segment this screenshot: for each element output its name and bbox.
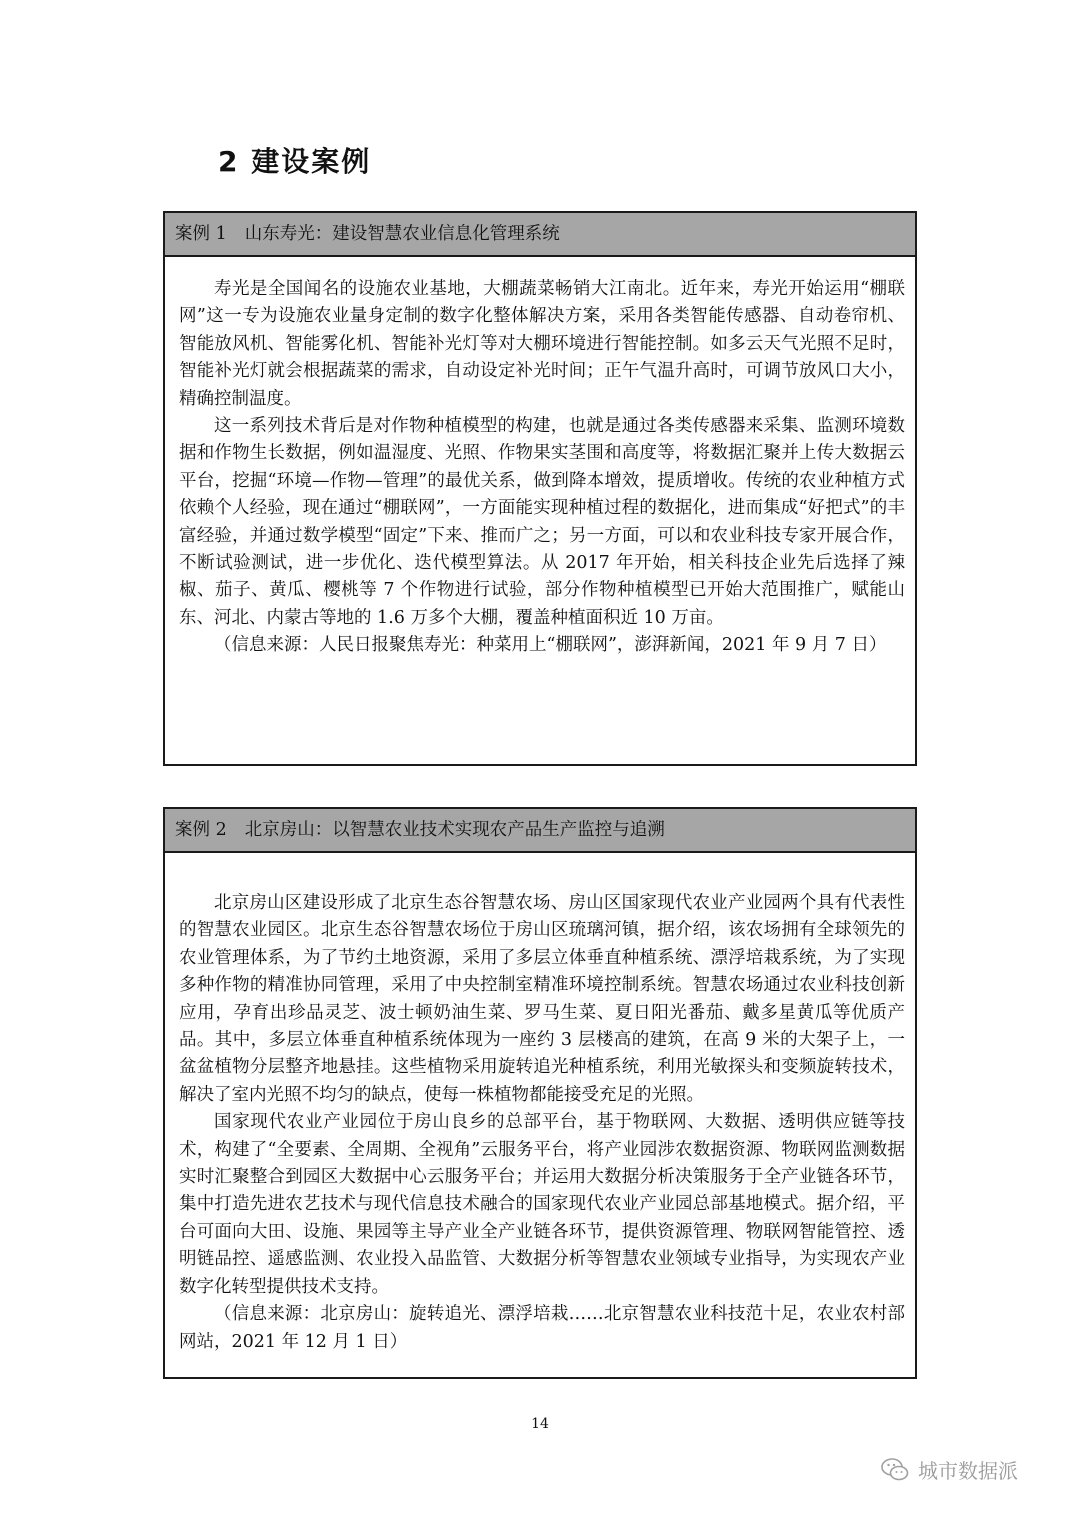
wechat-icon	[880, 1457, 910, 1483]
case-paragraph: 寿光是全国闻名的设施农业基地，大棚蔬菜畅销大江南北。近年来，寿光开始运用“棚联网”这一专为设施农业量身定制的数字化整体解决方案，采用各类智能传感器、自动卷帘机、智能放风机、智能雾化机、智能补光灯等对大棚环境进行智能控制。如多云天气光照不足时，智能补光灯就会根据蔬菜的需求，自动设定补光时间；正午气温升高时，可调节放风口大小，精确控制温度。	[179, 279, 905, 409]
case-paragraph: 这一系列技术背后是对作物种植模型的构建，也就是通过各类传感器来采集、监测环境数据和作物生长数据，例如温湿度、光照、作物果实茎围和高度等，将数据汇聚并上传大数据云平台，挖掘“环境—作物—管理”的最优关系，做到降本增效，提质增收。传统的农业种植方式依赖个人经验，现在通过“棚联网”，一方面能实现种植过程的数据化，进而集成“好把式”的丰富经验，并通过数学模型“固定”下来、推而广之；另一方面，可以和农业科技专家开展合作，不断试验测试，进一步优化、迭代模型算法。从 2017 年开始，相关科技企业先后选择了辣椒、茄子、黄瓜、樱桃等 7 个作物进行试验，部分作物种植模型已开始大范围推广，赋能山东、河北、内蒙古等地的 1.6 万多个大棚，覆盖种植面积近 10 万亩。	[179, 416, 905, 628]
case-paragraph: 北京房山区建设形成了北京生态谷智慧农场、房山区国家现代农业产业园两个具有代表性的智慧农业园区。北京生态谷智慧农场位于房山区琉璃河镇，据介绍，该农场拥有全球领先的农业管理体系，为了节约土地资源，采用了多层立体垂直种植系统、漂浮培栽系统，为了实现多种作物的精准协同管理，采用了中央控制室精准环境控制系统。智慧农场通过农业科技创新应用，孕育出珍品灵芝、波士顿奶油生菜、罗马生菜、夏日阳光番茄、戴多星黄瓜等优质产品。其中，多层立体垂直种植系统体现为一座约 3 层楼高的建筑，在高 9 米的大架子上，一盆盆植物分层整齐地悬挂。这些植物采用旋转追光种植系统，利用光敏探头和变频旋转技术，解决了室内光照不均匀的缺点，使每一株植物都能接受充足的光照。	[179, 893, 905, 1105]
case-source: （信息来源：北京房山：旋转追光、漂浮培栽……北京智慧农业科技范十足，农业农村部网站，2021 年 12 月 1 日）	[179, 1304, 905, 1352]
case-title: 山东寿光：建设智慧农业信息化管理系统	[244, 224, 560, 244]
case-paragraph: 国家现代农业产业园位于房山良乡的总部平台，基于物联网、大数据、透明供应链等技术，构建了“全要素、全周期、全视角”云服务平台，将产业园涉农数据资源、物联网监测数据实时汇聚整合到园区大数据中心云服务平台；并运用大数据分析决策服务于全产业链各环节，集中打造先进农艺技术与现代信息技术融合的国家现代农业产业园总部基地模式。据介绍，平台可面向大田、设施、果园等主导产业全产业链各环节，提供资源管理、物联网智能管控、透明链品控、遥感监测、农业投入品监管、大数据分析等智慧农业领域专业指导，为实现农产业数字化转型提供技术支持。	[179, 1112, 905, 1297]
case-source: （信息来源：人民日报聚焦寿光：种菜用上“棚联网”，澎湃新闻，2021 年 9 月 7 日）	[214, 635, 887, 656]
page-number: 14	[531, 1416, 549, 1432]
case-header	[165, 809, 915, 853]
watermark-text: 城市数据派	[918, 1459, 1018, 1483]
watermark	[880, 1455, 1018, 1484]
case-header	[165, 213, 915, 257]
case-box-2	[163, 807, 917, 1379]
case-body	[165, 853, 915, 1356]
case-box-1	[163, 211, 917, 766]
section-title: 2 建设案例	[218, 145, 372, 178]
case-title: 北京房山：以智慧农业技术实现农产品生产监控与追溯	[244, 820, 665, 840]
case-label: 案例 2	[175, 820, 227, 840]
case-label: 案例 1	[175, 224, 227, 244]
case-body	[165, 257, 915, 660]
